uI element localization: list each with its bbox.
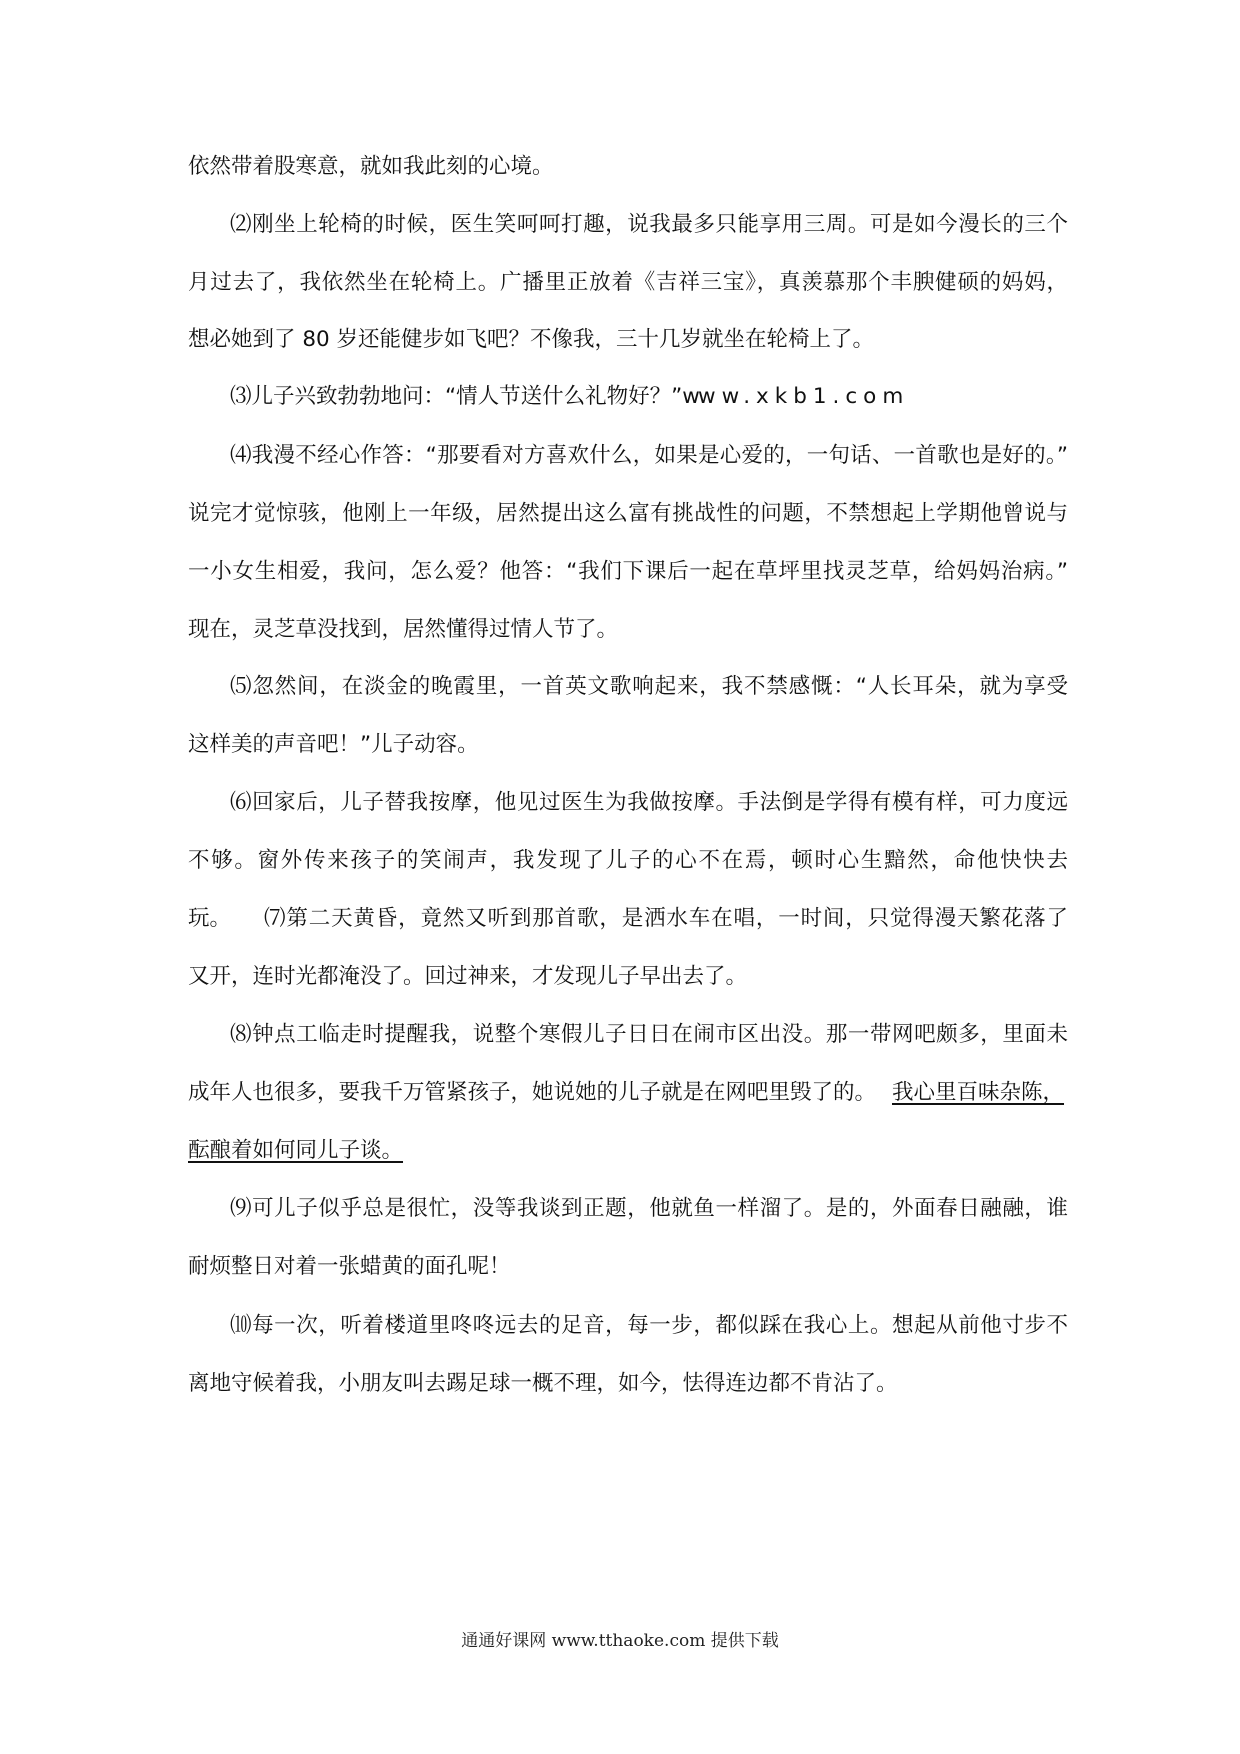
paragraph-line: 想必她到了 80 岁还能健步如飞吧？不像我，三十几岁就坐在轮椅上了。 [188,327,875,352]
paragraph-line: ⑸忽然间，在淡金的晚霞里，一首英文歌响起来，我不禁感慨：“人长耳朵，就为享受 [230,674,1068,699]
paragraph-line: ⑼可儿子似乎总是很忙，没等我谈到正题，他就鱼一样溜了。是的，外面春日融融，谁 [230,1196,1068,1221]
paragraph-line: ⑺第二天黄昏，竟然又听到那首歌，是洒水车在唱，一时间，只觉得漫天繁花落了 [264,906,1068,931]
paragraph-line: ⑶儿子兴致勃勃地问：“情人节送什么礼物好？”w [230,384,700,409]
underlined-sentence: 酝酿着如何同儿子谈。 [188,1138,404,1163]
paragraph-line: ⑽每一次，听着楼道里咚咚远去的足音，每一步，都似踩在我心上。想起从前他寸步不 [230,1313,1068,1338]
paragraph-line: 不够。窗外传来孩子的笑闹声，我发现了儿子的心不在焉，顿时心生黯然，命他快快去 [188,848,1068,873]
paragraph-line: 又开，连时光都淹没了。回过神来，才发现儿子早出去了。 [188,964,748,989]
underlined-sentence: 我心里百味杂陈， [892,1080,1065,1105]
paragraph-line: ⑹回家后，儿子替我按摩，他见过医生为我做按摩。手法倒是学得有模有样，可力度远 [230,790,1068,815]
page-footer: 通通好课网 www.tthaoke.com 提供下载 [461,1631,779,1651]
paragraph-line: 现在，灵芝草没找到，居然懂得过情人节了。 [188,617,619,642]
paragraph-line: 月过去了，我依然坐在轮椅上。广播里正放着《吉祥三宝》，真羡慕那个丰腴健硕的妈妈， [188,270,1068,295]
paragraph-line: 离地守候着我，小朋友叫去踢足球一概不理，如今，怯得连边都不肯沾了。 [188,1371,898,1396]
paragraph-line: ⑻钟点工临走时提醒我，说整个寒假儿子日日在闹市区出没。那一带网吧颇多，里面未 [230,1022,1068,1047]
paragraph-line: 一小女生相爱，我问，怎么爱？他答：“我们下课后一起在草坪里找灵芝草，给妈妈治病。” [188,559,1068,584]
paragraph-line: 说完才觉惊骇，他刚上一年级，居然提出这么富有挑战性的问题，不禁想起上学期他曾说与 [188,501,1068,526]
watermark-url: ww.xkb1.com [698,384,910,409]
paragraph-line: 耐烦整日对着一张蜡黄的面孔呢！ [188,1254,511,1279]
paragraph-line: 玩。 [188,906,232,931]
paragraph-line: 依然带着股寒意，就如我此刻的心境。 [188,154,554,179]
paragraph-line: ⑵刚坐上轮椅的时候，医生笑呵呵打趣，说我最多只能享用三周。可是如今漫长的三个 [230,212,1068,237]
paragraph-line: ⑷我漫不经心作答：“那要看对方喜欢什么，如果是心爱的，一句话、一首歌也是好的。” [230,443,1068,468]
paragraph-line: 这样美的声音吧！”儿子动容。 [188,732,479,757]
paragraph-line: 成年人也很多，要我千万管紧孩子，她说她的儿子就是在网吧里毁了的。 [188,1080,877,1105]
